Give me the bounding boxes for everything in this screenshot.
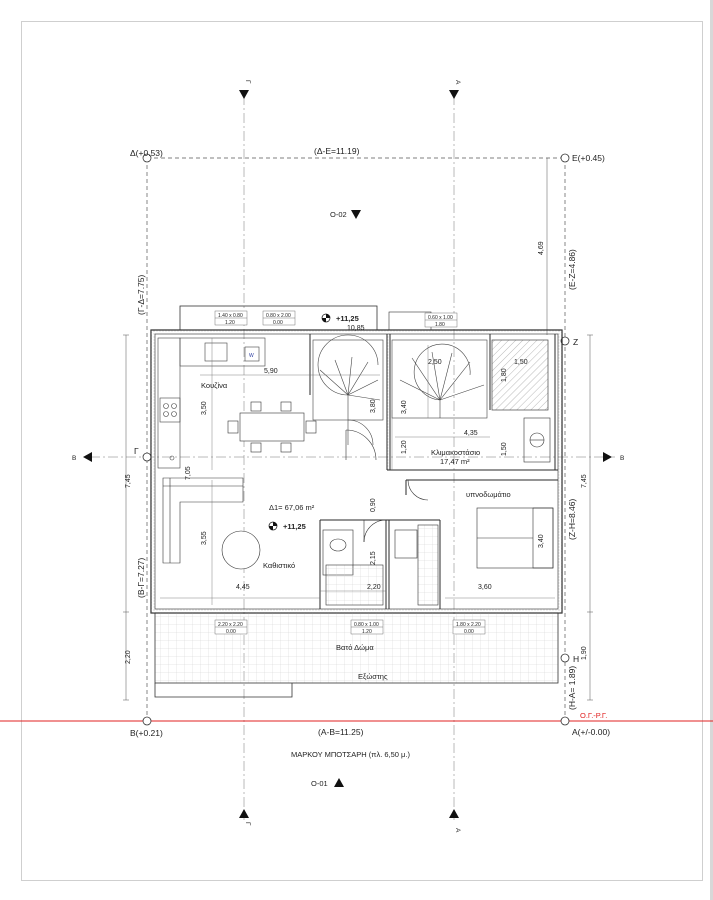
dim-right-mid: 7,45 — [581, 474, 588, 488]
dim-340b: 3,40 — [538, 534, 545, 548]
room-kitchen: Κουζίνα — [201, 381, 228, 390]
dining-table — [228, 402, 316, 452]
axis-label-h: Η — [573, 654, 580, 664]
room-exostis: Εξώστης — [358, 672, 388, 681]
window-tag-w4: 2.20 x 2.20 — [218, 622, 243, 628]
dim-360: 3,60 — [478, 584, 492, 591]
axis-label-top-right: Ε(+0.45) — [572, 153, 605, 163]
section-alpha-bottom: Α — [454, 828, 461, 833]
window-tag-w4b: 0.00 — [226, 629, 236, 635]
dim-215: 2,15 — [370, 551, 377, 565]
dim-right-small: 1,90 — [581, 646, 588, 660]
dim-150b: 1,50 — [501, 442, 508, 456]
room-living: Καθιστικό — [263, 561, 296, 570]
section-markers — [83, 90, 612, 818]
dim-445: 4,45 — [236, 584, 250, 591]
axis-label-z: Ζ — [573, 337, 579, 347]
stair-lift — [524, 418, 550, 462]
dim-435: 4,35 — [464, 430, 478, 437]
dim-469: 4,69 — [538, 241, 545, 255]
section-gamma-bottom: Γ — [244, 822, 251, 826]
window-tag-w3: 0.60 x 1.00 — [428, 315, 453, 321]
dim-left-lower: (Β-Γ=7.27) — [136, 557, 146, 598]
window-tag-w6b: 0.00 — [464, 629, 474, 635]
section-beta-left: Β — [72, 455, 77, 462]
section-o02: Ο-02 — [330, 210, 347, 219]
dim-left-bottom: 2,20 — [125, 650, 132, 664]
window-tag-w5b: 1.20 — [362, 629, 372, 635]
axis-grid-lines — [90, 95, 615, 820]
dim-1085: 10,85 — [347, 325, 365, 332]
bathroom-fixtures — [323, 525, 438, 605]
level-marker-mid — [269, 522, 277, 530]
floor-area: Δ1= 67,06 m² — [269, 503, 315, 512]
wall-fill-left — [387, 334, 390, 470]
window-tag-w1: 1.40 x 0.80 — [218, 313, 243, 319]
dim-right-bottom: (Η-Α= 1.89) — [567, 665, 577, 710]
dim-380: 3,80 — [370, 399, 377, 413]
window-tag-w2: 0.80 x 2.00 — [266, 313, 291, 319]
dim-right-upper: (Ε-Ζ=4.86) — [567, 249, 577, 290]
axis-label-bottom-left: Β(+0.21) — [130, 728, 163, 738]
level-top: +11,25 — [336, 314, 359, 323]
coffee-table — [222, 531, 260, 569]
dim-left-upper: (Γ-Δ=7.75) — [136, 274, 146, 315]
window-tag-w5: 0.80 x 1.00 — [354, 622, 379, 628]
dim-top-span: (Δ-Ε=11.19) — [314, 146, 360, 156]
window-tag-w6: 1.80 x 2.20 — [456, 622, 481, 628]
dim-355: 3,55 — [201, 531, 208, 545]
room-stair: Κλιμακοστάσιο — [431, 448, 481, 457]
axis-label-top-left: Δ(+0.53) — [130, 148, 163, 158]
window-tag-w2b: 0.00 — [273, 320, 283, 326]
level-marker-top — [322, 314, 330, 322]
window-tag-w3b: 1.80 — [435, 322, 445, 328]
axis-label-bottom-right: Α(+/-0.00) — [572, 727, 611, 737]
dim-090: 0,90 — [370, 498, 377, 512]
spiral-stair-left — [313, 335, 383, 445]
room-bedroom: υπνοδωμάτιο — [466, 490, 511, 499]
dim-120: 1,20 — [401, 440, 408, 454]
dim-590: 5,90 — [264, 368, 278, 375]
dim-right-lower: (Ζ-Η=8.46) — [567, 498, 577, 540]
dim-left-mid: 7,45 — [125, 474, 132, 488]
section-o01: Ο-01 — [311, 779, 328, 788]
washer-label: W — [249, 353, 254, 359]
dim-bottom-span: (Α-Β=11.25) — [318, 727, 364, 737]
street-name: ΜΑΡΚΟΥ ΜΠΟΤΣΑΡΗ (πλ. 6,50 μ.) — [291, 750, 410, 759]
dim-350: 3,50 — [201, 401, 208, 415]
section-beta-right: Β — [620, 455, 625, 462]
dim-250: 2,50 — [428, 359, 442, 366]
section-alpha-top: Α — [454, 80, 461, 85]
axis-label-g: Γ — [134, 446, 139, 456]
level-mid: +11,25 — [283, 522, 306, 531]
room-terrace: Βατό Δώμα — [336, 643, 374, 652]
road-line-label: Ο.Γ.-Ρ.Γ. — [580, 711, 608, 720]
dim-150a: 1,50 — [514, 359, 528, 366]
dim-705: 7,05 — [185, 466, 192, 480]
dim-220: 2,20 — [367, 584, 381, 591]
window-tag-w1b: 1.20 — [225, 320, 235, 326]
dim-340a: 3,40 — [401, 400, 408, 414]
dim-180: 1,80 — [501, 368, 508, 382]
section-gamma-top: Γ — [244, 80, 251, 84]
room-stair-area: 17,47 m² — [440, 457, 470, 466]
